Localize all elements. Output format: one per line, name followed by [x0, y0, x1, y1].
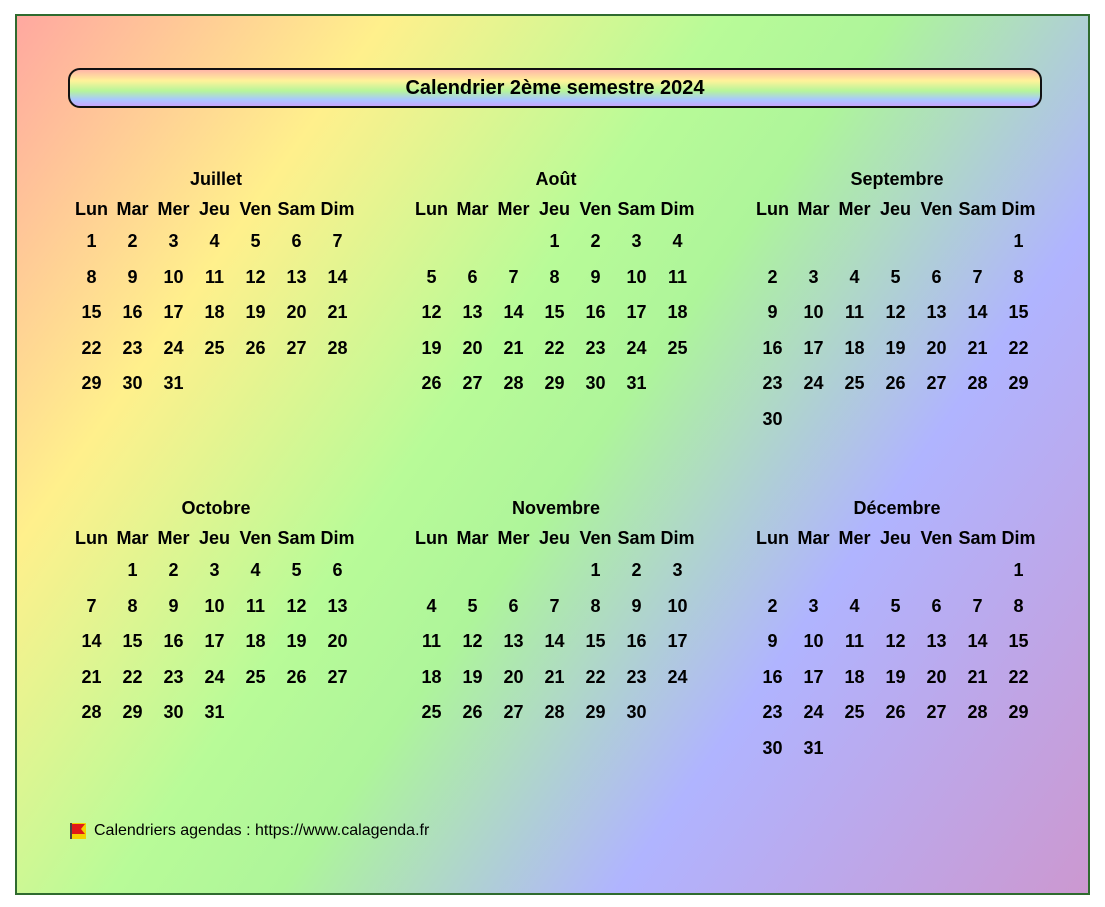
day-cell: 30 [762, 737, 783, 758]
day-cell: 4 [209, 231, 220, 251]
month-grid [71, 523, 361, 731]
day-cell: 19 [286, 631, 307, 651]
day-cell: 28 [503, 373, 524, 393]
day-cell: 12 [462, 631, 483, 651]
day-cell: 19 [462, 666, 483, 687]
month-block [411, 164, 701, 402]
day-cell: 6 [508, 595, 519, 616]
empty-day-cell [71, 553, 112, 589]
weekday-header: Mar [116, 528, 149, 548]
day-cell: 24 [204, 666, 225, 687]
day-cell: 25 [844, 702, 865, 722]
month-grid [411, 523, 701, 731]
day-cell: 25 [245, 666, 266, 687]
month-grid [71, 194, 361, 402]
day-cell: 24 [667, 666, 688, 687]
weekday-header: Mer [497, 199, 530, 219]
day-cell: 18 [421, 666, 442, 687]
day-cell: 10 [204, 595, 225, 616]
day-cell: 4 [672, 231, 683, 251]
day-cell: 10 [803, 302, 824, 322]
footer-link[interactable]: Calendriers agendas : https://www.calagenda.fr [94, 822, 430, 839]
day-cell: 29 [122, 702, 143, 722]
day-cell: 29 [1008, 702, 1029, 722]
day-cell: 3 [808, 595, 819, 616]
day-cell: 11 [204, 266, 225, 287]
month-block [752, 493, 1042, 766]
day-cell: 17 [204, 631, 225, 651]
day-cell: 16 [762, 337, 783, 358]
day-cell: 15 [122, 631, 143, 651]
weekday-header: Jeu [879, 199, 912, 219]
day-cell: 3 [168, 231, 179, 251]
empty-day-cell [793, 224, 834, 260]
day-cell: 30 [585, 373, 606, 393]
weekday-header: Ven [239, 528, 272, 548]
day-cell: 22 [81, 337, 102, 358]
weekday-header: Mar [116, 199, 149, 219]
day-cell: 21 [81, 666, 102, 687]
day-cell: 8 [590, 595, 601, 616]
day-cell: 2 [127, 231, 138, 251]
day-cell: 27 [286, 337, 307, 358]
day-cell: 10 [626, 266, 647, 287]
weekday-header: Mar [797, 528, 830, 548]
day-cell: 1 [127, 560, 138, 580]
day-cell: 1 [549, 231, 560, 251]
empty-day-cell [411, 553, 452, 589]
day-cell: 30 [122, 373, 143, 393]
day-cell: 29 [544, 373, 565, 393]
day-cell: 9 [767, 631, 778, 651]
day-cell: 16 [762, 666, 783, 687]
day-cell: 28 [81, 702, 102, 722]
day-cell: 24 [803, 702, 824, 722]
weekday-header: Jeu [538, 199, 571, 219]
day-cell: 11 [421, 631, 442, 651]
month-grid [752, 523, 1042, 766]
day-cell: 5 [250, 231, 261, 251]
day-cell: 29 [81, 373, 102, 393]
weekday-header: Ven [920, 528, 953, 548]
weekday-header: Sam [958, 199, 997, 219]
empty-day-cell [957, 553, 998, 589]
day-cell: 1 [1013, 231, 1024, 251]
day-cell: 19 [421, 337, 442, 358]
day-cell: 25 [667, 337, 688, 358]
day-cell: 30 [626, 702, 647, 722]
empty-day-cell [493, 224, 534, 260]
day-cell: 20 [503, 666, 524, 687]
weekday-header: Dim [1001, 528, 1036, 548]
day-cell: 6 [332, 560, 343, 580]
month-block [71, 493, 361, 731]
day-cell: 23 [585, 337, 606, 358]
empty-day-cell [916, 553, 957, 589]
day-cell: 3 [631, 231, 642, 251]
month-name: Août [535, 169, 577, 189]
day-cell: 16 [122, 302, 143, 322]
day-cell: 19 [245, 302, 266, 322]
month-block [411, 493, 701, 731]
day-cell: 15 [1008, 302, 1029, 322]
weekday-header: Mar [456, 199, 489, 219]
day-cell: 1 [86, 231, 97, 251]
day-cell: 13 [503, 631, 524, 651]
weekday-header: Jeu [198, 199, 231, 219]
day-cell: 21 [544, 666, 565, 687]
day-cell: 31 [204, 702, 225, 722]
day-cell: 10 [667, 595, 688, 616]
day-cell: 14 [327, 266, 348, 287]
month-name: Septembre [850, 169, 944, 189]
weekday-header: Mer [157, 199, 190, 219]
day-cell: 1 [1013, 560, 1024, 580]
day-cell: 13 [926, 631, 947, 651]
weekday-header: Mar [797, 199, 830, 219]
weekday-header: Mer [497, 528, 530, 548]
day-cell: 5 [291, 560, 302, 580]
weekday-header: Dim [1001, 199, 1036, 219]
day-cell: 21 [503, 337, 524, 358]
day-cell: 9 [127, 266, 138, 287]
weekday-header: Lun [415, 199, 448, 219]
day-cell: 18 [844, 337, 865, 358]
day-cell: 23 [163, 666, 184, 687]
day-cell: 8 [1013, 266, 1024, 287]
empty-day-cell [916, 224, 957, 260]
day-cell: 28 [544, 702, 565, 722]
day-cell: 18 [245, 631, 266, 651]
day-cell: 28 [327, 337, 348, 358]
day-cell: 17 [626, 302, 647, 322]
month-block [752, 164, 1042, 437]
day-cell: 2 [590, 231, 601, 251]
empty-day-cell [534, 553, 575, 589]
day-cell: 20 [926, 666, 947, 687]
day-cell: 25 [204, 337, 225, 358]
weekday-header: Mer [838, 199, 871, 219]
weekday-header: Dim [660, 199, 695, 219]
day-cell: 10 [803, 631, 824, 651]
empty-day-cell [834, 224, 875, 260]
day-cell: 5 [890, 266, 901, 287]
day-cell: 5 [426, 266, 437, 287]
day-cell: 11 [844, 631, 865, 651]
day-cell: 12 [421, 302, 442, 322]
empty-day-cell [752, 553, 793, 589]
day-cell: 11 [245, 595, 266, 616]
day-cell: 9 [590, 266, 601, 287]
weekday-header: Dim [320, 528, 355, 548]
day-cell: 29 [585, 702, 606, 722]
empty-day-cell [793, 553, 834, 589]
weekday-header: Lun [75, 199, 108, 219]
month-name: Octobre [181, 498, 251, 518]
day-cell: 15 [585, 631, 606, 651]
page-title: Calendrier 2ème semestre 2024 [405, 76, 705, 99]
day-cell: 23 [122, 337, 143, 358]
day-cell: 17 [163, 302, 184, 322]
weekday-header: Jeu [198, 528, 231, 548]
weekday-header: Jeu [879, 528, 912, 548]
day-cell: 3 [808, 266, 819, 287]
day-cell: 14 [544, 631, 565, 651]
day-cell: 19 [885, 666, 906, 687]
day-cell: 2 [767, 266, 778, 287]
empty-day-cell [493, 553, 534, 589]
day-cell: 16 [585, 302, 606, 322]
day-cell: 26 [885, 702, 906, 722]
empty-day-cell [957, 224, 998, 260]
day-cell: 8 [86, 266, 97, 287]
day-cell: 2 [767, 595, 778, 616]
month-name: Décembre [853, 498, 941, 518]
empty-day-cell [752, 224, 793, 260]
day-cell: 15 [1008, 631, 1029, 651]
flag-icon [70, 823, 86, 839]
empty-day-cell [452, 224, 493, 260]
day-cell: 11 [844, 302, 865, 322]
day-cell: 22 [1008, 666, 1029, 687]
calendar-frame [15, 14, 1090, 895]
day-cell: 4 [849, 266, 860, 287]
day-cell: 23 [762, 702, 783, 722]
day-cell: 22 [122, 666, 143, 687]
month-name: Juillet [189, 169, 242, 189]
month-grid [411, 194, 701, 402]
day-cell: 13 [926, 302, 947, 322]
day-cell: 18 [667, 302, 688, 322]
day-cell: 8 [127, 595, 138, 616]
day-cell: 15 [544, 302, 565, 322]
day-cell: 20 [286, 302, 307, 322]
month-block [71, 164, 361, 402]
empty-day-cell [875, 553, 916, 589]
day-cell: 24 [163, 337, 184, 358]
day-cell: 26 [885, 373, 906, 393]
day-cell: 23 [626, 666, 647, 687]
day-cell: 27 [926, 373, 947, 393]
weekday-header: Sam [277, 199, 316, 219]
day-cell: 13 [286, 266, 307, 287]
day-cell: 21 [967, 337, 988, 358]
day-cell: 12 [245, 266, 266, 287]
weekday-header: Ven [579, 528, 612, 548]
day-cell: 25 [421, 702, 442, 722]
day-cell: 15 [81, 302, 102, 322]
day-cell: 14 [81, 631, 102, 651]
day-cell: 21 [327, 302, 348, 322]
day-cell: 7 [972, 595, 983, 616]
day-cell: 6 [931, 266, 942, 287]
day-cell: 5 [890, 595, 901, 616]
day-cell: 7 [86, 595, 97, 616]
day-cell: 14 [503, 302, 524, 322]
day-cell: 20 [462, 337, 483, 358]
day-cell: 27 [503, 702, 524, 722]
day-cell: 20 [926, 337, 947, 358]
day-cell: 16 [626, 631, 647, 651]
weekday-header: Lun [415, 528, 448, 548]
footer[interactable] [70, 822, 429, 840]
day-cell: 5 [467, 595, 478, 616]
month-name: Novembre [511, 498, 601, 518]
day-cell: 22 [585, 666, 606, 687]
day-cell: 2 [168, 560, 179, 580]
day-cell: 28 [967, 702, 988, 722]
weekday-header: Sam [277, 528, 316, 548]
day-cell: 7 [508, 266, 519, 287]
day-cell: 9 [767, 302, 778, 322]
day-cell: 18 [204, 302, 225, 322]
weekday-header: Ven [579, 199, 612, 219]
day-cell: 8 [549, 266, 560, 287]
day-cell: 11 [667, 266, 688, 287]
day-cell: 27 [926, 702, 947, 722]
day-cell: 2 [631, 560, 642, 580]
day-cell: 6 [467, 266, 478, 287]
day-cell: 7 [972, 266, 983, 287]
day-cell: 14 [967, 302, 988, 322]
day-cell: 12 [286, 595, 307, 616]
weekday-header: Dim [660, 528, 695, 548]
day-cell: 4 [426, 595, 437, 616]
weekday-header: Sam [617, 528, 656, 548]
day-cell: 13 [462, 302, 483, 322]
day-cell: 14 [967, 631, 988, 651]
day-cell: 7 [332, 231, 343, 251]
day-cell: 10 [163, 266, 184, 287]
day-cell: 24 [803, 373, 824, 393]
day-cell: 30 [163, 702, 184, 722]
day-cell: 31 [803, 737, 824, 758]
day-cell: 7 [549, 595, 560, 616]
day-cell: 9 [631, 595, 642, 616]
weekday-header: Sam [958, 528, 997, 548]
empty-day-cell [452, 553, 493, 589]
day-cell: 26 [421, 373, 442, 393]
day-cell: 6 [291, 231, 302, 251]
weekday-header: Dim [320, 199, 355, 219]
day-cell: 31 [163, 373, 184, 393]
day-cell: 1 [590, 560, 601, 580]
day-cell: 17 [803, 666, 824, 687]
day-cell: 27 [462, 373, 483, 393]
day-cell: 30 [762, 408, 783, 429]
weekday-header: Mer [838, 528, 871, 548]
day-cell: 24 [626, 337, 647, 358]
day-cell: 21 [967, 666, 988, 687]
empty-day-cell [875, 224, 916, 260]
day-cell: 12 [885, 631, 906, 651]
day-cell: 9 [168, 595, 179, 616]
day-cell: 28 [967, 373, 988, 393]
day-cell: 22 [1008, 337, 1029, 358]
day-cell: 18 [844, 666, 865, 687]
month-grid [752, 194, 1042, 437]
day-cell: 26 [245, 337, 266, 358]
day-cell: 4 [250, 560, 261, 580]
weekday-header: Sam [617, 199, 656, 219]
day-cell: 22 [544, 337, 565, 358]
day-cell: 17 [667, 631, 688, 651]
weekday-header: Lun [75, 528, 108, 548]
day-cell: 20 [327, 631, 348, 651]
weekday-header: Lun [756, 528, 789, 548]
weekday-header: Mar [456, 528, 489, 548]
day-cell: 25 [844, 373, 865, 393]
weekday-header: Ven [920, 199, 953, 219]
day-cell: 26 [462, 702, 483, 722]
day-cell: 26 [286, 666, 307, 687]
day-cell: 29 [1008, 373, 1029, 393]
weekday-header: Ven [239, 199, 272, 219]
day-cell: 13 [327, 595, 348, 616]
empty-day-cell [834, 553, 875, 589]
day-cell: 16 [163, 631, 184, 651]
day-cell: 3 [672, 560, 683, 580]
day-cell: 6 [931, 595, 942, 616]
day-cell: 8 [1013, 595, 1024, 616]
day-cell: 12 [885, 302, 906, 322]
day-cell: 19 [885, 337, 906, 358]
weekday-header: Mer [157, 528, 190, 548]
weekday-header: Lun [756, 199, 789, 219]
day-cell: 27 [327, 666, 348, 687]
weekday-header: Jeu [538, 528, 571, 548]
empty-day-cell [411, 224, 452, 260]
day-cell: 23 [762, 373, 783, 393]
day-cell: 31 [626, 373, 647, 393]
day-cell: 3 [209, 560, 220, 580]
day-cell: 4 [849, 595, 860, 616]
title-bar [68, 68, 1042, 108]
day-cell: 17 [803, 337, 824, 358]
